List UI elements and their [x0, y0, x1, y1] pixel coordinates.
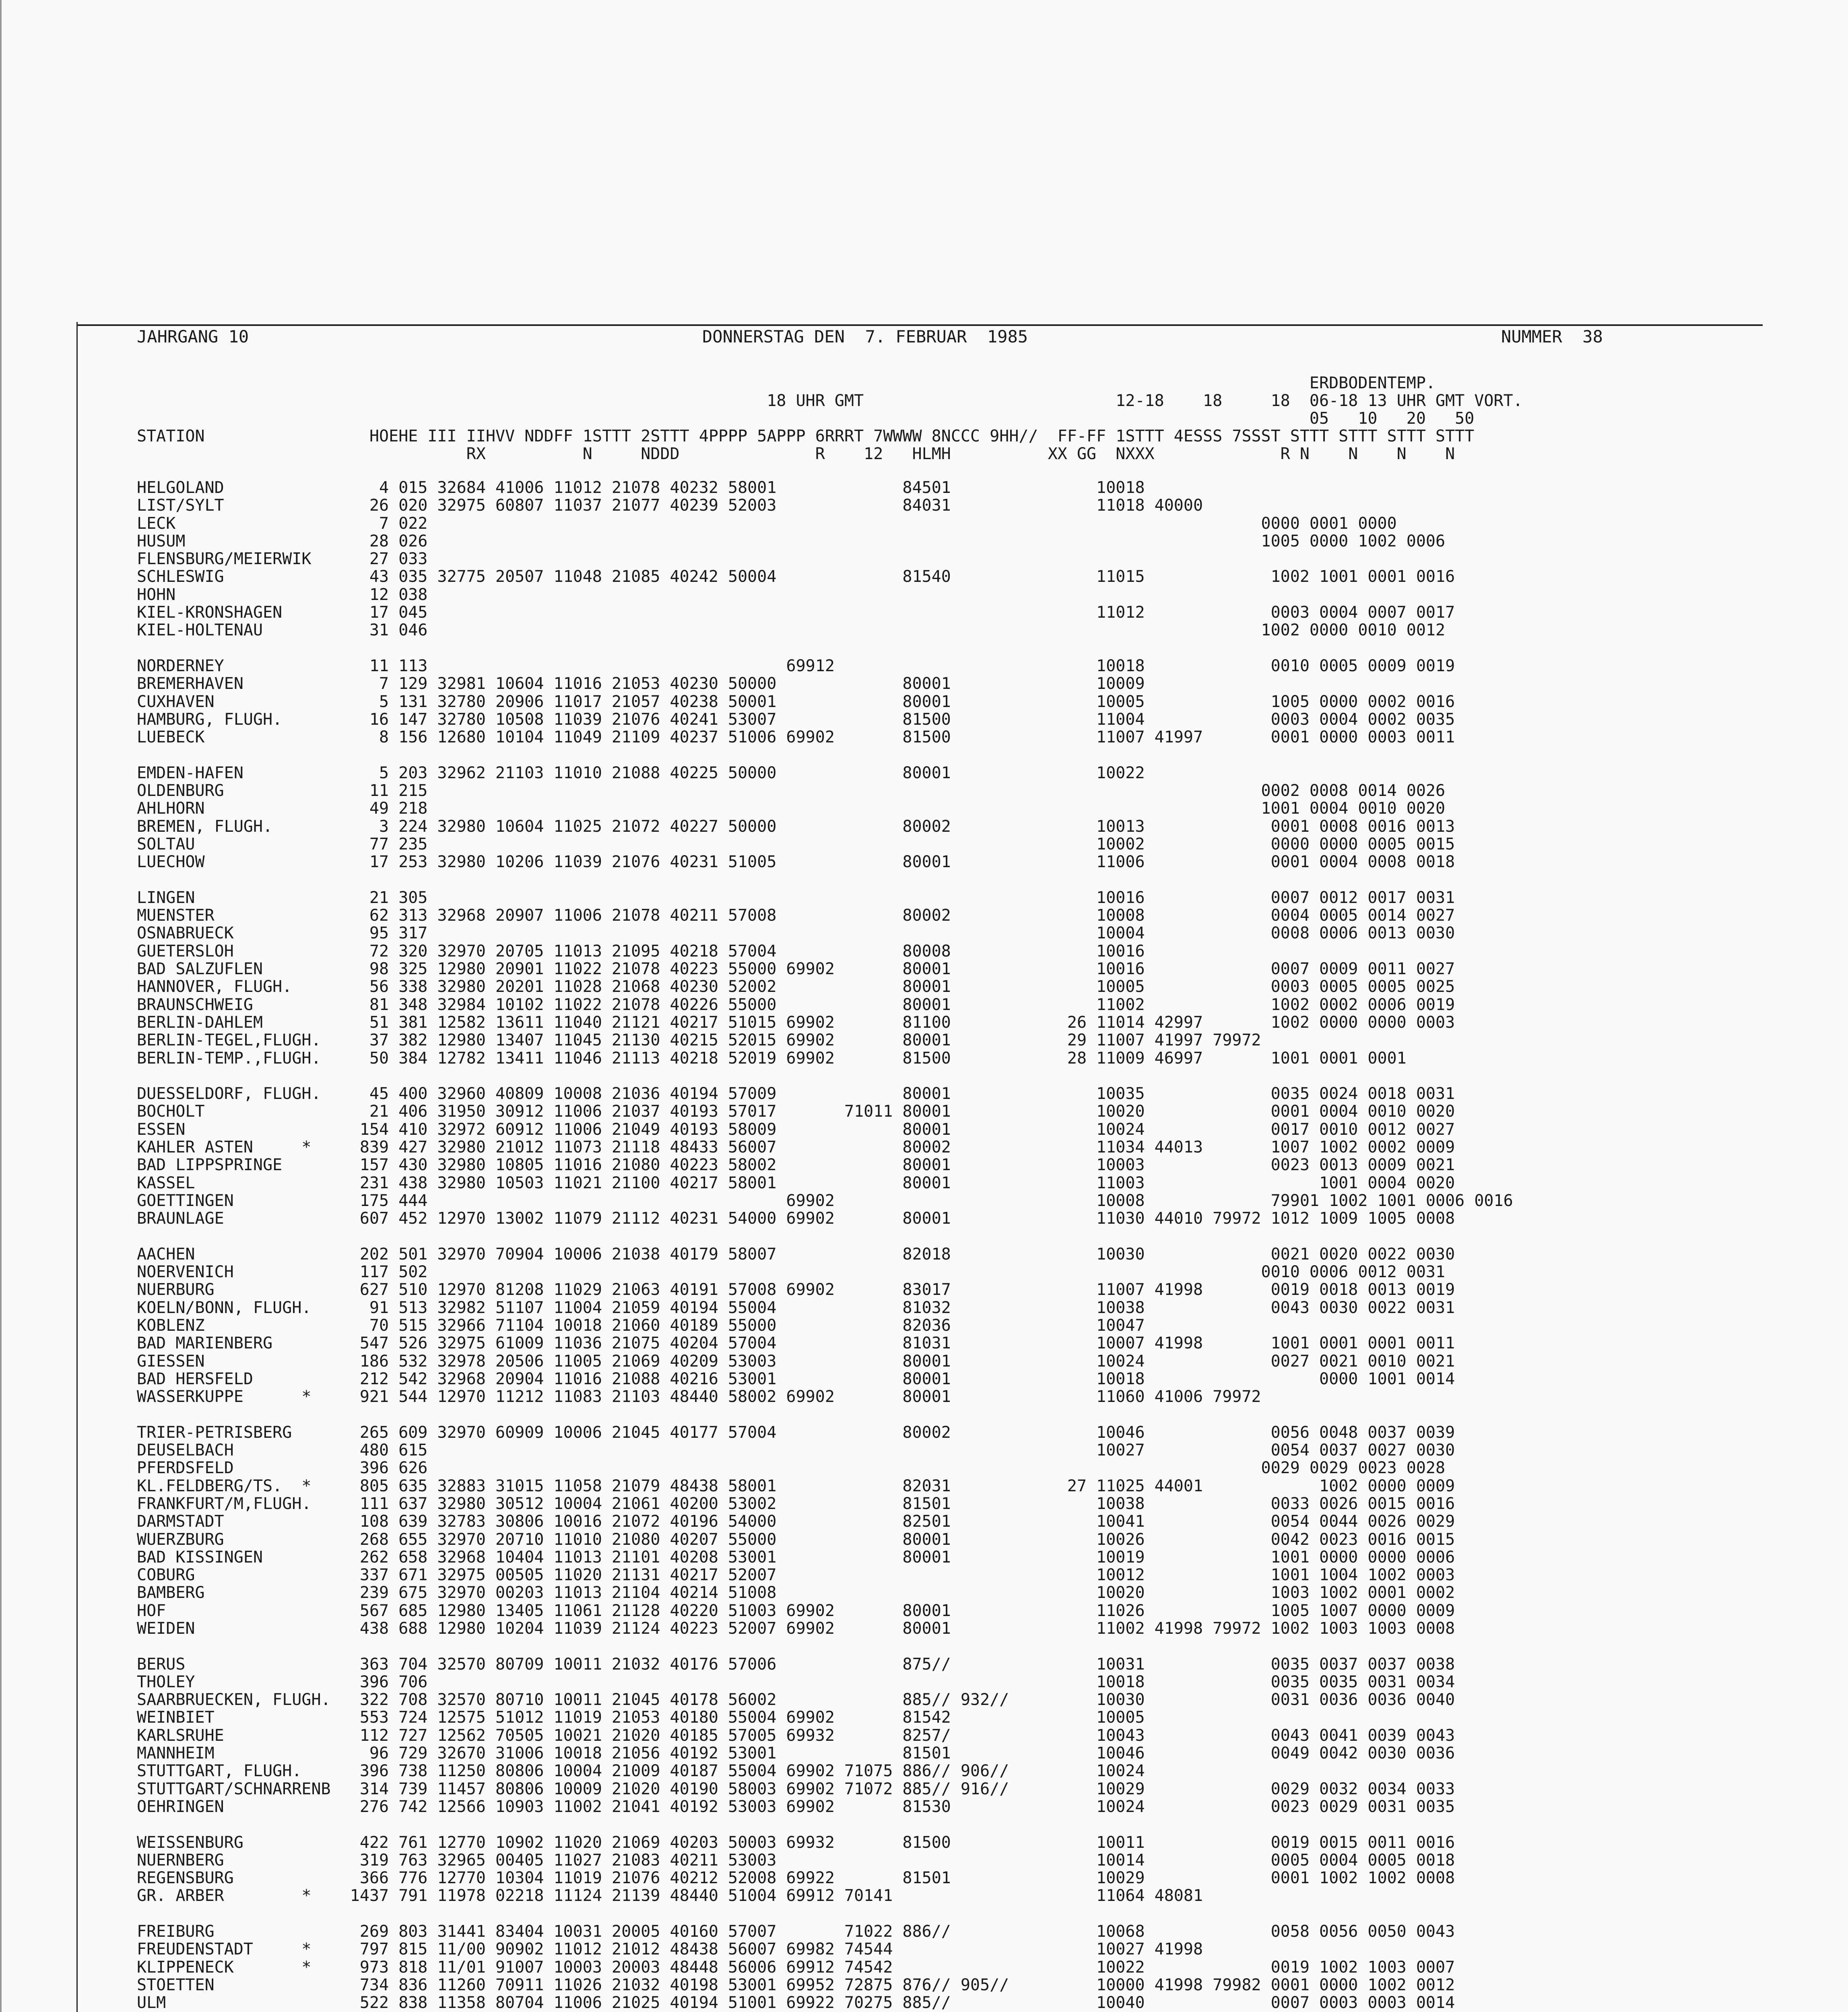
station-row: BREMEN, FLUGH. 3 224 32980 10604 11025 21072 40227 50000 80002 10013 0001 0008 0016 0013 [137, 817, 1455, 836]
station-row: KLIPPENECK * 973 818 11/01 91007 10003 20003 48448 56006 69912 74542 10022 0019 1002 1003 0007 [137, 1958, 1455, 1977]
station-row: KAHLER ASTEN * 839 427 32980 21012 11073 21118 48433 56007 80002 11034 44013 1007 1002 0002 0009 [137, 1138, 1455, 1156]
station-row: STUTTGART, FLUGH. 396 738 11250 80806 10004 21009 40187 55004 69902 71075 886// 906// 10024 [137, 1762, 1145, 1781]
station-row: OEHRINGEN 276 742 12566 10903 11002 21041 40192 53003 69902 81530 10024 0023 0029 0031 0035 [137, 1797, 1455, 1816]
station-row: HAMBURG, FLUGH. 16 147 32780 10508 11039 21076 40241 53007 81500 11004 0003 0004 0002 0035 [137, 710, 1455, 729]
station-row: BAMBERG 239 675 32970 00203 11013 21104 40214 51008 10020 1003 1002 0001 0002 [137, 1583, 1455, 1602]
station-row: GUETERSLOH 72 320 32970 20705 11013 21095 40218 57004 80008 10016 [137, 942, 1145, 961]
station-row: COBURG 337 671 32975 00505 11020 21131 40217 52007 10012 1001 1004 1002 0003 [137, 1566, 1455, 1585]
station-row: BERLIN-TEGEL,FLUGH. 37 382 12980 13407 11045 21130 40215 52015 69902 80001 29 11007 41997 79972 [137, 1031, 1261, 1050]
group-spacer [137, 1406, 1513, 1423]
group-spacer [137, 1816, 1513, 1833]
station-row: WASSERKUPPE * 921 544 12970 11212 11083 21103 48440 58002 69902 80001 11060 41006 79972 [137, 1387, 1261, 1406]
station-row: BAD MARIENBERG 547 526 32975 61009 11036 21075 40204 57004 81031 10007 41998 1001 0001 0001 0011 [137, 1334, 1455, 1353]
station-row: FRANKFURT/M,FLUGH. 111 637 32980 30512 10004 21061 40200 53002 81501 10038 0033 0026 0015 0016 [137, 1494, 1455, 1513]
station-row: SCHLESWIG 43 035 32775 20507 11048 21085 40242 50004 81540 11015 1002 1001 0001 0016 [137, 567, 1455, 586]
station-row: NUERBURG 627 510 12970 81208 11029 21063 40191 57008 69902 83017 11007 41998 0019 0018 0013 0019 [137, 1280, 1455, 1299]
station-row: WEIDEN 438 688 12980 10204 11039 21124 40223 52007 69902 80001 11002 41998 79972 1002 1003 1003 0008 [137, 1619, 1455, 1638]
station-row: LUECHOW 17 253 32980 10206 11039 21076 40231 51005 80001 11006 0001 0004 0008 0018 [137, 853, 1455, 872]
station-row: KARLSRUHE 112 727 12562 70505 10021 21020 40185 57005 69932 8257/ 10043 0043 0041 0039 0043 [137, 1726, 1455, 1745]
station-row: KASSEL 231 438 32980 10503 11021 21100 40217 58001 80001 11003 1001 0004 0020 [137, 1173, 1455, 1192]
station-row: BOCHOLT 21 406 31950 30912 11006 21037 40193 57017 71011 80001 10020 0001 0004 0010 0020 [137, 1102, 1455, 1121]
group-spacer [137, 746, 1513, 764]
station-row: KOELN/BONN, FLUGH. 91 513 32982 51107 11004 21059 40194 55004 81032 10038 0043 0030 0022 0031 [137, 1298, 1455, 1317]
station-row: EMDEN-HAFEN 5 203 32962 21103 11010 21088 40225 50000 80001 10022 [137, 763, 1145, 782]
station-row: HUSUM 28 026 1005 0000 1002 0006 [137, 532, 1446, 550]
station-row: SOLTAU 77 235 10002 0000 0000 0005 0015 [137, 835, 1455, 853]
station-row: SAARBRUECKEN, FLUGH. 322 708 32570 80710 10011 21045 40178 56002 885// 932// 10030 0031 0036 0036 0040 [137, 1690, 1455, 1709]
station-row: WEISSENBURG 422 761 12770 10902 11020 21069 40203 50003 69932 81500 10011 0019 0015 0011 0016 [137, 1833, 1455, 1852]
station-row: NORDERNEY 11 113 69912 10018 0010 0005 0009 0019 [137, 656, 1455, 675]
station-row: GR. ARBER * 1437 791 11978 02218 11124 21139 48440 51004 69912 70141 11064 48081 [137, 1886, 1203, 1905]
jahrgang-label: JAHRGANG 10 [137, 327, 249, 346]
station-row: CUXHAVEN 5 131 32780 20906 11017 21057 40238 50001 80001 10005 1005 0000 0002 0016 [137, 692, 1455, 711]
station-row: ESSEN 154 410 32972 60912 11006 21049 40193 58009 80001 10024 0017 0010 0012 0027 [137, 1120, 1455, 1139]
station-row: KOBLENZ 70 515 32966 71104 10018 21060 40189 55000 82036 10047 [137, 1316, 1145, 1335]
station-row: KL.FELDBERG/TS. * 805 635 32883 31015 11058 21079 48438 58001 82031 27 11025 44001 1002 0000 0009 [137, 1476, 1455, 1495]
station-row: NUERNBERG 319 763 32965 00405 11027 21083 40211 53003 10014 0005 0004 0005 0018 [137, 1851, 1455, 1870]
station-row: FLENSBURG/MEIERWIK 27 033 [137, 550, 428, 569]
station-row: THOLEY 396 706 10018 0035 0035 0031 0034 [137, 1672, 1455, 1691]
station-row: HELGOLAND 4 015 32684 41006 11012 21078 40232 58001 84501 10018 [137, 478, 1145, 497]
station-row: NOERVENICH 117 502 0010 0006 0012 0031 [137, 1263, 1446, 1282]
group-spacer [137, 871, 1513, 889]
station-row: OLDENBURG 11 215 0002 0008 0014 0026 [137, 781, 1446, 800]
station-row: BREMERHAVEN 7 129 32981 10604 11016 21053 40230 50000 80001 10009 [137, 674, 1145, 693]
station-row: KIEL-KRONSHAGEN 17 045 11012 0003 0004 0007 0017 [137, 603, 1455, 622]
station-row: LUEBECK 8 156 12680 10104 11049 21109 40237 51006 69902 81500 11007 41997 0001 0000 0003 0011 [137, 728, 1455, 747]
station-row: LINGEN 21 305 10016 0007 0012 0017 0031 [137, 888, 1455, 907]
column-header [137, 374, 1523, 463]
station-row: DARMSTADT 108 639 32783 30806 10016 21072 40196 54000 82501 10041 0054 0044 0026 0029 [137, 1512, 1455, 1531]
station-row: STUTTGART/SCHNARRENB 314 739 11457 80806 10009 21020 40190 58003 69902 71072 885// 916// 10029 0029 0032 0034 0033 [137, 1779, 1455, 1798]
station-row: HOF 567 685 12980 13405 11061 21128 40220 51003 69902 80001 11026 1005 1007 0000 0009 [137, 1601, 1455, 1620]
station-row: AHLHORN 49 218 1001 0004 0010 0020 [137, 799, 1446, 818]
column-header-line: 18 UHR GMT 12-18 18 18 06-18 13 UHR GMT VORT. [137, 392, 1523, 410]
station-row: BAD KISSINGEN 262 658 32968 10404 11013 21101 40208 53001 80001 10019 1001 0000 0000 0006 [137, 1548, 1455, 1567]
station-row: BERLIN-DAHLEM 51 381 12582 13611 11040 21121 40217 51015 69902 81100 26 11014 42997 1002 0000 0000 0003 [137, 1013, 1455, 1032]
station-table [137, 479, 1513, 2012]
station-row: BAD SALZUFLEN 98 325 12980 20901 11022 21078 40223 55000 69902 80001 10016 0007 0009 0011 0027 [137, 960, 1455, 979]
station-row: REGENSBURG 366 776 12770 10304 11019 21076 40212 52008 69922 81501 10029 0001 1002 1002 0008 [137, 1869, 1455, 1888]
station-row: PFERDSFELD 396 626 0029 0029 0023 0028 [137, 1459, 1446, 1478]
station-row: HOHN 12 038 [137, 585, 428, 604]
header-rule [76, 324, 1763, 326]
station-row: DUESSELDORF, FLUGH. 45 400 32960 40809 10008 21036 40194 57009 80001 10035 0035 0024 0018 0031 [137, 1084, 1455, 1103]
station-row: LIST/SYLT 26 020 32975 60807 11037 21077 40239 52003 84031 11018 40000 [137, 496, 1203, 515]
station-row: FREUDENSTADT * 797 815 11/00 90902 11012 21012 48438 56007 69982 74544 10027 41998 [137, 1940, 1203, 1959]
station-row: BERLIN-TEMP.,FLUGH. 50 384 12782 13411 11046 21113 40218 52019 69902 81500 28 11009 46997 1001 0001 0001 [137, 1049, 1407, 1068]
station-row: BERUS 363 704 32570 80709 10011 21032 40176 57006 875// 10031 0035 0037 0037 0038 [137, 1655, 1455, 1674]
group-spacer [137, 1067, 1513, 1085]
column-header-line: RX N NDDD R 12 HLMH XX GG NXXX R N N N N [137, 445, 1455, 463]
station-row: OSNABRUECK 95 317 10004 0008 0006 0013 0030 [137, 924, 1455, 943]
column-header-line: 05 10 20 50 [137, 409, 1475, 428]
page-edge [0, 0, 2, 2012]
group-spacer [137, 1637, 1513, 1655]
station-row: TRIER-PETRISBERG 265 609 32970 60909 10006 21045 40177 57004 80002 10046 0056 0048 0037 0039 [137, 1423, 1455, 1442]
date-label: DONNERSTAG DEN 7. FEBRUAR 1985 [702, 327, 1028, 346]
station-row: BRAUNLAGE 607 452 12970 13002 11079 21112 40231 54000 69902 80001 11030 44010 79972 1012 1009 1005 0008 [137, 1209, 1455, 1228]
station-row: DEUSELBACH 480 615 10027 0054 0037 0027 0030 [137, 1441, 1455, 1460]
issue-number: NUMMER 38 [1501, 327, 1603, 346]
station-row: KIEL-HOLTENAU 31 046 1002 0000 0010 0012 [137, 621, 1446, 640]
station-row: ULM 522 838 11358 80704 11006 21025 40194 51001 69922 70275 885// 10040 0007 0003 0003 0014 [137, 1993, 1455, 2012]
station-row: BAD LIPPSPRINGE 157 430 32980 10805 11016 21080 40223 58002 80001 10003 0023 0013 0009 0021 [137, 1156, 1455, 1175]
group-spacer [137, 639, 1513, 657]
group-spacer [137, 1905, 1513, 1923]
station-row: MUENSTER 62 313 32968 20907 11006 21078 40211 57008 80002 10008 0004 0005 0014 0027 [137, 906, 1455, 925]
column-header-line: STATION HOEHE III IIHVV NDDFF 1STTT 2STTT 4PPPP 5APPP 6RRRT 7WWWW 8NCCC 9HH// FF-FF 1STTT 4ESSS 7SSST STTT STTT STTT STTT [137, 427, 1475, 445]
station-row: LECK 7 022 0000 0001 0000 [137, 514, 1397, 533]
station-row: BAD HERSFELD 212 542 32968 20904 11016 21088 40216 53001 80001 10018 0000 1001 0014 [137, 1369, 1455, 1388]
station-row: FREIBURG 269 803 31441 83404 10031 20005 40160 57007 71022 886// 10068 0058 0056 0050 0043 [137, 1922, 1455, 1941]
station-row: STOETTEN 734 836 11260 70911 11026 21032 40198 53001 69952 72875 876// 905// 10000 41998 79982 0001 0000 1002 0012 [137, 1975, 1455, 1994]
station-row: MANNHEIM 96 729 32670 31006 10018 21056 40192 53001 81501 10046 0049 0042 0030 0036 [137, 1744, 1455, 1763]
station-row: AACHEN 202 501 32970 70904 10006 21038 40179 58007 82018 10030 0021 0020 0022 0030 [137, 1245, 1455, 1264]
station-row: WUERZBURG 268 655 32970 20710 11010 21080 40207 55000 80001 10026 0042 0023 0016 0015 [137, 1530, 1455, 1549]
group-spacer [137, 1227, 1513, 1245]
station-row: WEINBIET 553 724 12575 51012 11019 21053 40180 55004 69902 81542 10005 [137, 1708, 1145, 1727]
station-row: GIESSEN 186 532 32978 20506 11005 21069 40209 53003 80001 10024 0027 0021 0010 0021 [137, 1352, 1455, 1371]
column-header-line: ERDBODENTEMP. [137, 374, 1436, 392]
station-row: BRAUNSCHWEIG 81 348 32984 10102 11022 21078 40226 55000 80001 11002 1002 0002 0006 0019 [137, 995, 1455, 1014]
station-row: GOETTINGEN 175 444 69902 10008 79901 1002 1001 0006 0016 [137, 1191, 1513, 1210]
station-row: HANNOVER, FLUGH. 56 338 32980 20201 11028 21068 40230 52002 80001 10005 0003 0005 0005 0025 [137, 977, 1455, 996]
